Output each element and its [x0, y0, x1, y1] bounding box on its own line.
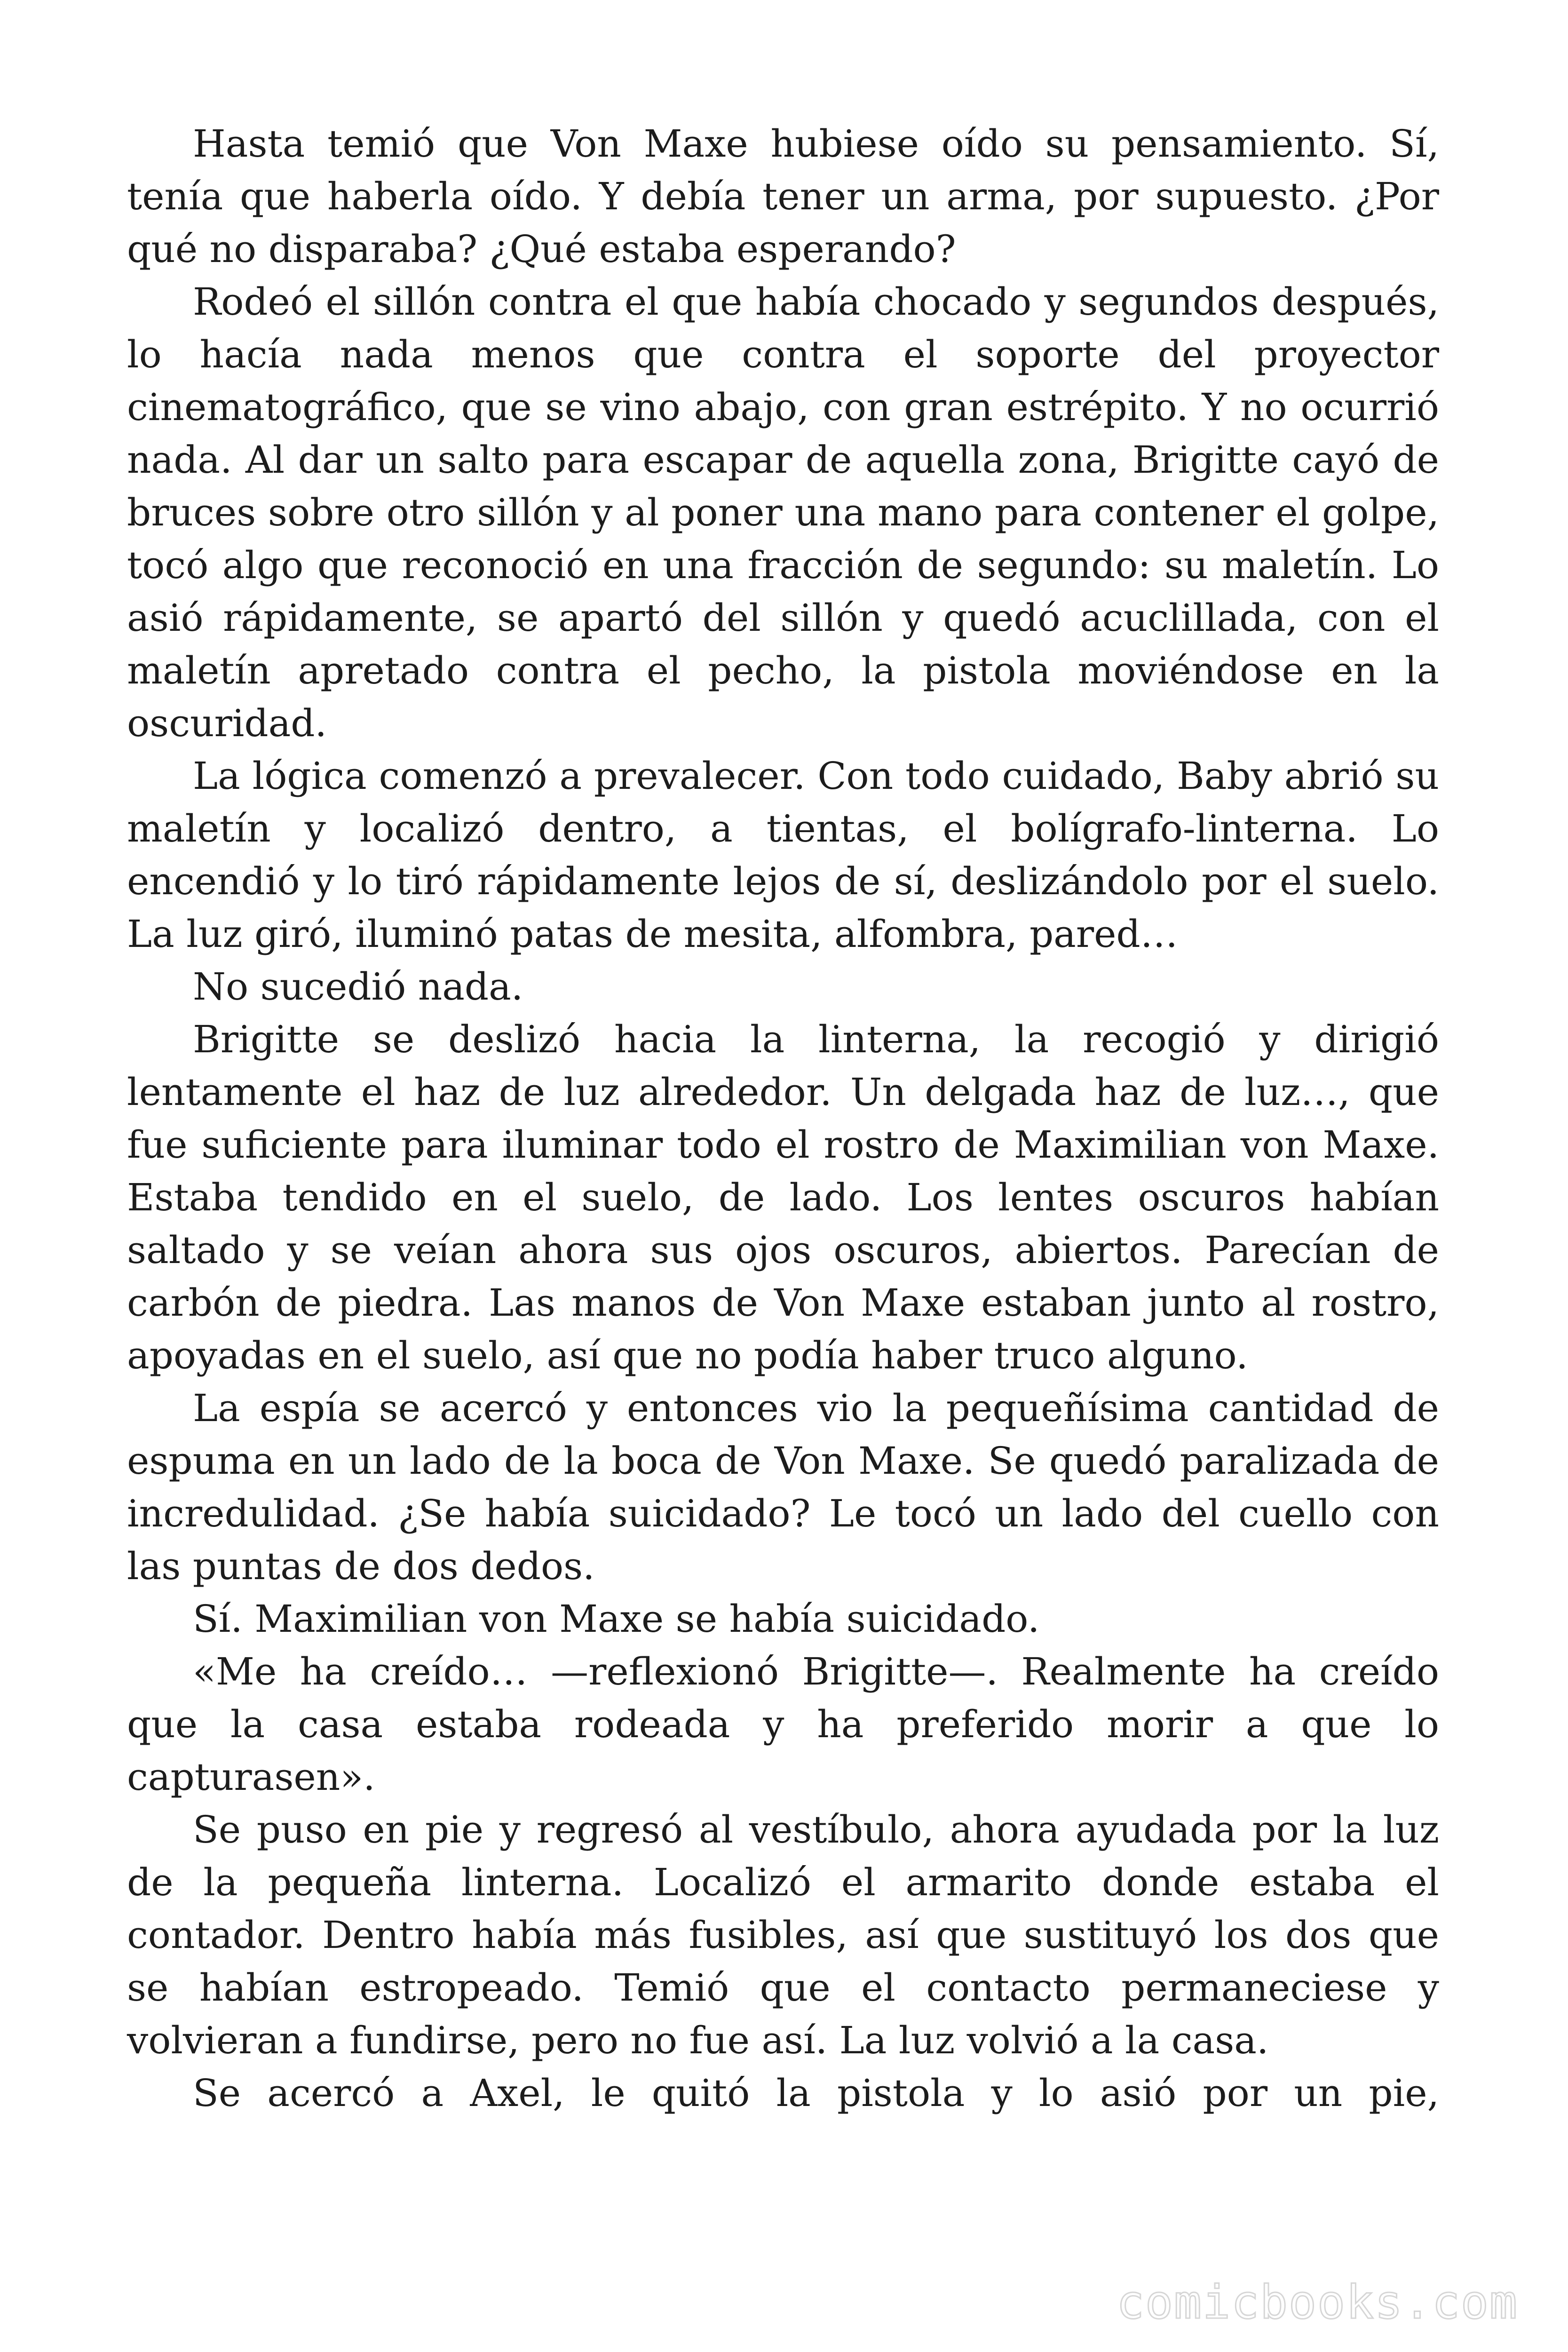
paragraph: Se puso en pie y regresó al vestíbulo, ahora ayudada por la luz de la pequeña linterna. Localizó el armarito donde estaba el contador. Dentro había más fusibles, así que sustituyó los dos que se habían estropeado. Temió que el contacto permaneciese y volvieran a fundirse, pero no fue así. La luz volvió a la casa. — [127, 1808, 1439, 2062]
paragraph: Hasta temió que Von Maxe hubiese oído su pensamiento. Sí, tenía que haberla oído. Y debía tener un arma, por supuesto. ¿Por qué no disparaba? ¿Qué estaba esperando? — [127, 122, 1439, 271]
paragraph: Rodeó el sillón contra el que había chocado y segundos después, lo hacía nada menos que contra el soporte del proyector cinematográfico, que se vino abajo, con gran estrépito. Y no ocurrió nada. Al dar un salto para escapar de aquella zona, Brigitte cayó de bruces sobre otro sillón y al poner una mano para contener el golpe, tocó algo que reconoció en una fracción de segundo: su maletín. Lo asió rápidamente, se apartó del sillón y quedó acuclillada, con el maletín apretado contra el pecho, la pistola moviéndose en la oscuridad. — [127, 280, 1439, 745]
paragraph: Brigitte se deslizó hacia la linterna, la recogió y dirigió lentamente el haz de luz alrededor. Un delgada haz de luz…, que fue suficiente para iluminar todo el rostro de Maximilian von Maxe. Estaba tendido en el suelo, de lado. Los lentes oscuros habían saltado y se veían ahora sus ojos oscuros, abiertos. Parecían de carbón de piedra. Las manos de Von Maxe estaban junto al rostro, apoyadas en el suelo, así que no podía haber truco alguno. — [127, 1017, 1439, 1377]
paragraph: La espía se acercó y entonces vio la pequeñísima cantidad de espuma en un lado de la boca de Von Maxe. Se quedó paralizada de incredulidad. ¿Se había suicidado? Le tocó un lado del cuello con las puntas de dos dedos. — [127, 1386, 1439, 1588]
book-page-text — [127, 118, 1439, 2120]
paragraph-last-line: Se acercó a Axel, le quitó la pistola y lo asió por un pie, — [193, 2071, 1439, 2115]
watermark: comicbooks.com — [1116, 2276, 1518, 2329]
paragraph: La lógica comenzó a prevalecer. Con todo cuidado, Baby abrió su maletín y localizó dentro, a tientas, el bolígrafo-linterna. Lo encendió y lo tiró rápidamente lejos de sí, deslizándolo por el suelo. La luz giró, iluminó patas de mesita, alfombra, pared… — [127, 754, 1439, 956]
paragraph: No sucedió nada. — [193, 965, 523, 1009]
paragraph: Sí. Maximilian von Maxe se había suicidado. — [193, 1597, 1040, 1641]
paragraph: «Me ha creído… —reflexionó Brigitte—. Realmente ha creído que la casa estaba rodeada y ha preferido morir a que lo capturasen». — [127, 1650, 1439, 1799]
